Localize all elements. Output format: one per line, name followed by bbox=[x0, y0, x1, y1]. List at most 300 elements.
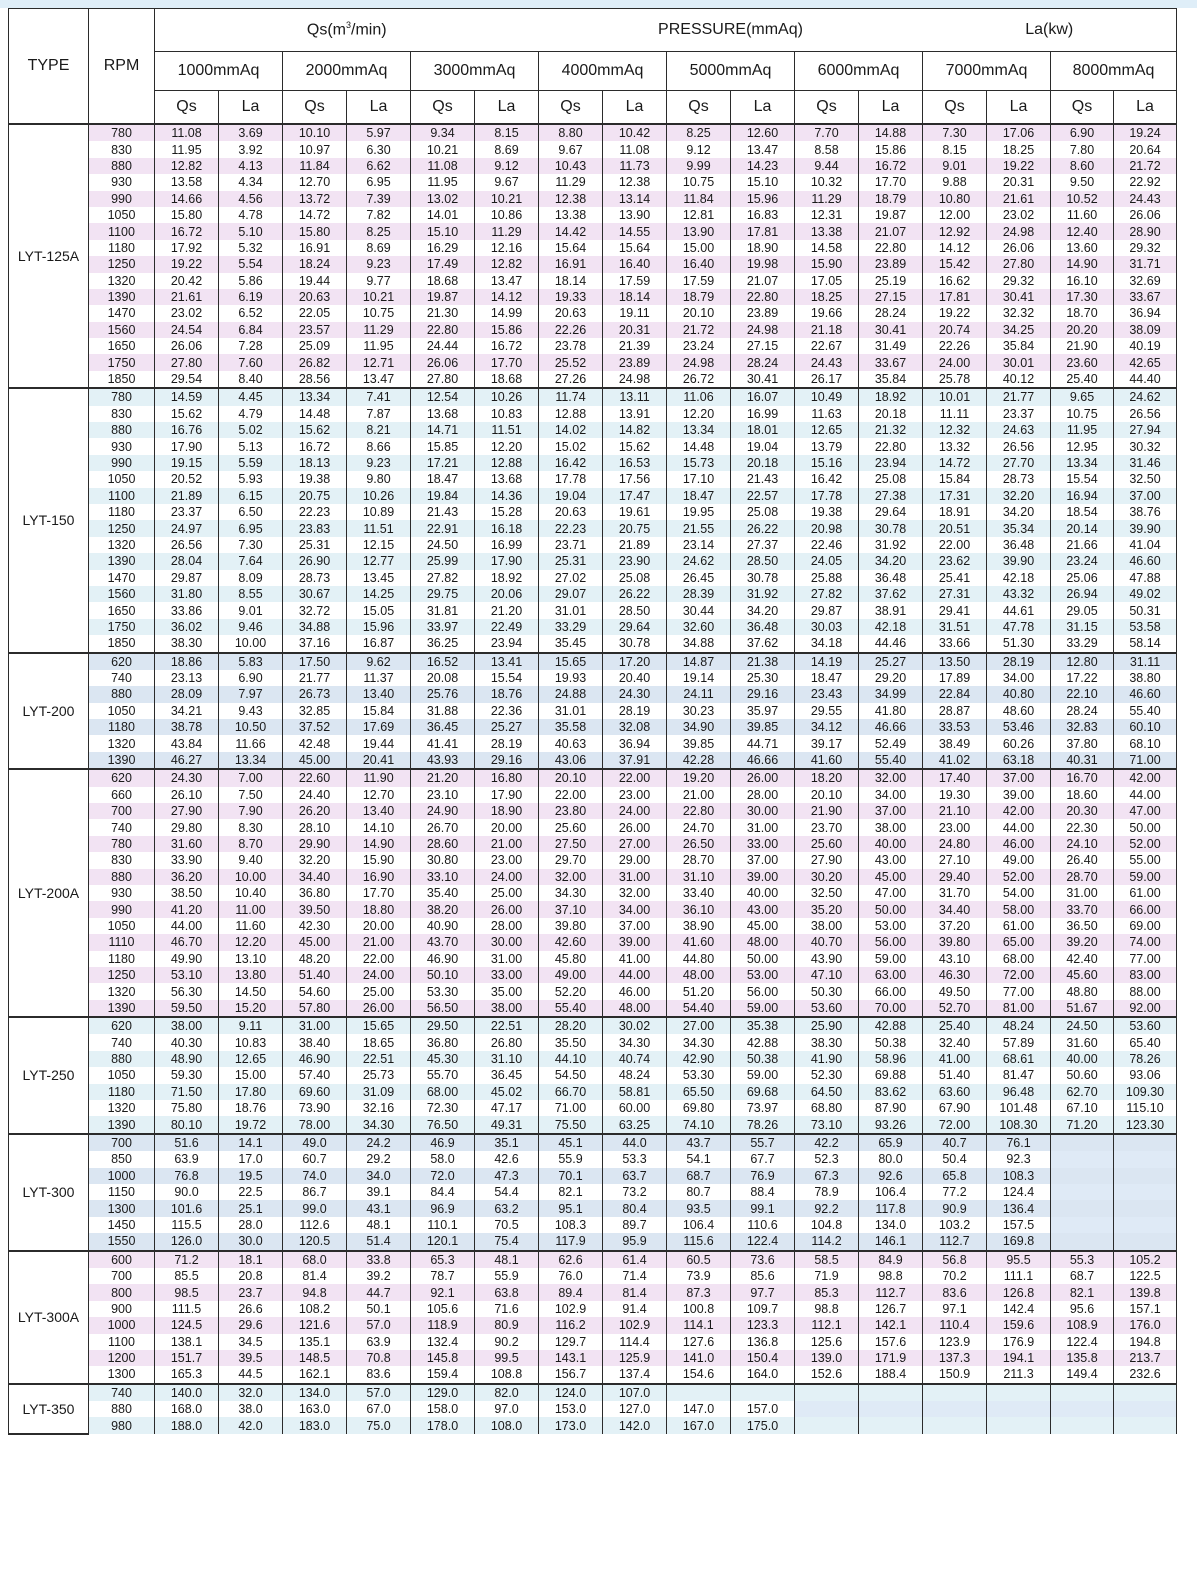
la-value-cell: 81.00 bbox=[987, 1000, 1051, 1017]
qs-value-cell: 92.2 bbox=[795, 1200, 859, 1216]
qs-value-cell: 22.80 bbox=[667, 803, 731, 819]
table-row bbox=[9, 289, 1177, 305]
rpm-cell: 1650 bbox=[89, 338, 155, 354]
qs-value-cell: 15.84 bbox=[923, 471, 987, 487]
qs-value-cell bbox=[795, 1384, 859, 1401]
qs-value-cell: 22.00 bbox=[923, 537, 987, 553]
qs-value-cell: 24.62 bbox=[667, 553, 731, 569]
qs-value-cell: 60.5 bbox=[667, 1251, 731, 1268]
la-value-cell: 20.75 bbox=[603, 520, 667, 536]
la-value-cell: 124.4 bbox=[987, 1184, 1051, 1200]
qs-value-cell: 22.23 bbox=[539, 520, 603, 536]
qs-value-cell: 36.80 bbox=[411, 1034, 475, 1050]
table-row bbox=[9, 1134, 1177, 1151]
qs-value-cell: 43.93 bbox=[411, 752, 475, 769]
qs-value-cell: 132.4 bbox=[411, 1334, 475, 1350]
la-value-cell: 31.11 bbox=[1114, 653, 1177, 670]
qs-value-cell: 51.67 bbox=[1051, 1000, 1114, 1017]
la-value-cell: 32.20 bbox=[987, 488, 1051, 504]
qs-value-cell: 10.97 bbox=[283, 141, 347, 157]
la-value-cell: 24.63 bbox=[987, 422, 1051, 438]
la-value-cell: 20.18 bbox=[731, 455, 795, 471]
la-value-cell: 29.00 bbox=[603, 852, 667, 868]
qs-value-cell: 27.82 bbox=[411, 570, 475, 586]
qs-value-cell: 26.20 bbox=[283, 803, 347, 819]
la-value-cell: 28.50 bbox=[731, 553, 795, 569]
la-value-cell: 34.00 bbox=[859, 787, 923, 803]
qs-value-cell: 27.90 bbox=[155, 803, 219, 819]
qs-value-cell: 26.06 bbox=[155, 338, 219, 354]
table-row bbox=[9, 388, 1177, 405]
la-value-cell: 34.99 bbox=[859, 686, 923, 702]
la-value-cell: 9.11 bbox=[219, 1017, 283, 1034]
qs-value-cell: 67.3 bbox=[795, 1168, 859, 1184]
la-value-cell: 57.0 bbox=[347, 1317, 411, 1333]
la-value-cell: 28.0 bbox=[219, 1217, 283, 1233]
qs-value-cell: 29.54 bbox=[155, 371, 219, 388]
la-value-cell: 45.00 bbox=[731, 918, 795, 934]
qs-value-cell: 77.2 bbox=[923, 1184, 987, 1200]
la-value-cell: 5.86 bbox=[219, 273, 283, 289]
qs-value-cell: 17.59 bbox=[667, 273, 731, 289]
la-value-cell: 175.0 bbox=[731, 1417, 795, 1433]
qs-value-cell: 33.29 bbox=[539, 619, 603, 635]
qs-value-cell: 9.67 bbox=[539, 141, 603, 157]
qs-value-cell: 13.34 bbox=[283, 388, 347, 405]
qs-value-cell: 59.30 bbox=[155, 1067, 219, 1083]
la-value-cell: 109.30 bbox=[1114, 1084, 1177, 1100]
la-value-cell: 126.7 bbox=[859, 1301, 923, 1317]
la-value-cell: 19.5 bbox=[219, 1168, 283, 1184]
la-value-cell: 11.29 bbox=[475, 223, 539, 239]
la-value-cell: 69.68 bbox=[731, 1084, 795, 1100]
la-value-cell: 9.23 bbox=[347, 256, 411, 272]
qs-value-cell: 32.50 bbox=[795, 885, 859, 901]
qs-value-cell: 57.40 bbox=[283, 1067, 347, 1083]
rpm-cell: 880 bbox=[89, 158, 155, 174]
la-value-cell: 39.5 bbox=[219, 1350, 283, 1366]
qs-value-cell: 16.76 bbox=[155, 422, 219, 438]
la-value-cell: 7.50 bbox=[219, 787, 283, 803]
la-value-cell: 97.7 bbox=[731, 1284, 795, 1300]
qs-value-cell: 56.8 bbox=[923, 1251, 987, 1268]
qs-value-cell bbox=[1051, 1417, 1114, 1433]
la-value-cell: 61.00 bbox=[987, 918, 1051, 934]
qs-value-cell: 55.40 bbox=[539, 1000, 603, 1017]
table-row bbox=[9, 322, 1177, 338]
qs-value-cell: 11.84 bbox=[283, 158, 347, 174]
rpm-cell: 1320 bbox=[89, 1100, 155, 1116]
qs-value-cell: 46.70 bbox=[155, 934, 219, 950]
qs-value-cell: 7.30 bbox=[923, 124, 987, 141]
la-value-cell: 53.60 bbox=[1114, 1017, 1177, 1034]
table-row bbox=[9, 158, 1177, 174]
qs-value-cell: 28.09 bbox=[155, 686, 219, 702]
qs-value-cell: 22.26 bbox=[923, 338, 987, 354]
qs-value-cell: 29.90 bbox=[283, 836, 347, 852]
qs-value-cell: 13.79 bbox=[795, 438, 859, 454]
qs-value-cell: 48.20 bbox=[283, 951, 347, 967]
la-value-cell: 10.75 bbox=[347, 305, 411, 321]
qs-value-cell: 15.00 bbox=[667, 240, 731, 256]
la-value-cell: 36.48 bbox=[987, 537, 1051, 553]
qs-value-cell: 33.29 bbox=[1051, 635, 1114, 652]
qs-value-cell: 17.92 bbox=[155, 240, 219, 256]
qs-value-cell: 36.10 bbox=[667, 901, 731, 917]
qs-value-cell: 45.30 bbox=[411, 1051, 475, 1067]
la-value-cell bbox=[1114, 1184, 1177, 1200]
qs-value-cell: 12.81 bbox=[667, 207, 731, 223]
qs-value-cell: 24.11 bbox=[667, 686, 731, 702]
la-value-cell: 12.70 bbox=[347, 787, 411, 803]
qs-value-cell: 17.81 bbox=[923, 289, 987, 305]
qs-value-cell: 29.50 bbox=[411, 1017, 475, 1034]
qs-value-cell: 10.75 bbox=[667, 174, 731, 190]
qs-value-cell: 16.62 bbox=[923, 273, 987, 289]
la-value-cell: 7.30 bbox=[219, 537, 283, 553]
qs-value-cell: 41.02 bbox=[923, 752, 987, 769]
rpm-cell: 700 bbox=[89, 1268, 155, 1284]
la-value-cell: 30.41 bbox=[731, 371, 795, 388]
la-value-cell: 22.80 bbox=[859, 438, 923, 454]
la-value-cell: 53.3 bbox=[603, 1151, 667, 1167]
qs-value-cell: 71.50 bbox=[155, 1084, 219, 1100]
la-value-cell: 16.90 bbox=[347, 869, 411, 885]
qs-value-cell: 30.67 bbox=[283, 586, 347, 602]
qs-value-cell: 19.44 bbox=[283, 273, 347, 289]
table-row bbox=[9, 305, 1177, 321]
la-value-cell: 232.6 bbox=[1114, 1366, 1177, 1383]
la-value-cell: 31.46 bbox=[1114, 455, 1177, 471]
la-value-cell: 67.0 bbox=[347, 1401, 411, 1417]
la-value-cell: 36.94 bbox=[603, 735, 667, 751]
qs-value-cell: 14.72 bbox=[283, 207, 347, 223]
la-value-cell: 71.6 bbox=[475, 1301, 539, 1317]
la-value-cell: 4.79 bbox=[219, 406, 283, 422]
qs-value-cell: 40.7 bbox=[923, 1134, 987, 1151]
qs-value-cell: 71.20 bbox=[1051, 1116, 1114, 1133]
la-value-cell: 125.9 bbox=[603, 1350, 667, 1366]
qs-value-cell: 114.1 bbox=[667, 1317, 731, 1333]
la-value-cell: 27.15 bbox=[859, 289, 923, 305]
qs-value-cell: 39.50 bbox=[283, 901, 347, 917]
rpm-cell: 980 bbox=[89, 1417, 155, 1433]
qs-value-cell: 10.21 bbox=[411, 141, 475, 157]
la-value-cell: 30.41 bbox=[987, 289, 1051, 305]
qs-value-cell: 67.10 bbox=[1051, 1100, 1114, 1116]
qs-value-cell: 23.14 bbox=[667, 537, 731, 553]
la-value-cell: 7.28 bbox=[219, 338, 283, 354]
la-value-cell: 73.97 bbox=[731, 1100, 795, 1116]
la-value-cell: 35.1 bbox=[475, 1134, 539, 1151]
la-value-cell: 16.40 bbox=[603, 256, 667, 272]
la-value-cell: 20.06 bbox=[475, 586, 539, 602]
la-value-cell: 19.87 bbox=[859, 207, 923, 223]
qs-value-cell: 19.14 bbox=[667, 670, 731, 686]
la-value-cell: 16.72 bbox=[859, 158, 923, 174]
qs-value-cell: 51.40 bbox=[923, 1067, 987, 1083]
qs-value-cell: 26.40 bbox=[1051, 852, 1114, 868]
qs-value-cell: 25.09 bbox=[283, 338, 347, 354]
qs-value-cell: 29.87 bbox=[155, 570, 219, 586]
qs-value-cell: 14.58 bbox=[795, 240, 859, 256]
la-value-cell: 90.2 bbox=[475, 1334, 539, 1350]
qs-value-cell: 12.82 bbox=[155, 158, 219, 174]
qs-value-cell: 26.90 bbox=[283, 553, 347, 569]
la-value-cell: 38.80 bbox=[1114, 670, 1177, 686]
qs-value-cell: 25.60 bbox=[795, 836, 859, 852]
qs-value-cell: 68.0 bbox=[283, 1251, 347, 1268]
la-value-cell: 9.43 bbox=[219, 703, 283, 719]
qs-value-cell: 54.60 bbox=[283, 983, 347, 999]
la-value-cell: 22.00 bbox=[603, 769, 667, 786]
la-value-cell: 83.00 bbox=[1114, 967, 1177, 983]
qs-value-cell: 46.90 bbox=[283, 1051, 347, 1067]
la-value-cell: 44.61 bbox=[987, 602, 1051, 618]
la-value-cell: 60.26 bbox=[987, 735, 1051, 751]
la-value-cell: 63.8 bbox=[475, 1284, 539, 1300]
la-value-cell: 25.00 bbox=[347, 983, 411, 999]
la-value-cell: 22.92 bbox=[1114, 174, 1177, 190]
qs-value-cell: 28.87 bbox=[923, 703, 987, 719]
la-value-cell: 17.0 bbox=[219, 1151, 283, 1167]
qs-value-cell: 73.90 bbox=[283, 1100, 347, 1116]
la-value-cell: 24.62 bbox=[1114, 388, 1177, 405]
la-value-cell: 10.21 bbox=[347, 289, 411, 305]
la-value-cell: 31.00 bbox=[731, 819, 795, 835]
la-value-cell: 26.06 bbox=[1114, 207, 1177, 223]
table-row bbox=[9, 1233, 1177, 1250]
qs-value-cell: 31.01 bbox=[539, 602, 603, 618]
qs-value-cell: 23.60 bbox=[1051, 354, 1114, 370]
qs-value-cell: 45.00 bbox=[283, 934, 347, 950]
qs-value-cell: 45.1 bbox=[539, 1134, 603, 1151]
rpm-cell: 850 bbox=[89, 1151, 155, 1167]
qs-value-cell: 10.10 bbox=[283, 124, 347, 141]
la-value-cell: 70.8 bbox=[347, 1350, 411, 1366]
qs-value-cell: 12.80 bbox=[1051, 653, 1114, 670]
la-value-cell: 10.00 bbox=[219, 869, 283, 885]
la-column-header: La bbox=[1114, 91, 1177, 125]
la-value-cell bbox=[987, 1417, 1051, 1433]
qs-value-cell: 34.88 bbox=[667, 635, 731, 652]
la-value-cell: 3.92 bbox=[219, 141, 283, 157]
qs-value-cell: 17.89 bbox=[923, 670, 987, 686]
la-value-cell: 30.02 bbox=[603, 1017, 667, 1034]
la-value-cell: 24.00 bbox=[603, 803, 667, 819]
la-value-cell: 44.7 bbox=[347, 1284, 411, 1300]
la-value-cell: 13.45 bbox=[347, 570, 411, 586]
la-value-cell: 31.10 bbox=[475, 1051, 539, 1067]
la-value-cell: 8.25 bbox=[347, 223, 411, 239]
la-value-cell: 9.80 bbox=[347, 471, 411, 487]
table-row bbox=[9, 1051, 1177, 1067]
la-value-cell: 87.90 bbox=[859, 1100, 923, 1116]
qs-value-cell: 38.49 bbox=[923, 735, 987, 751]
qs-value-cell: 74.10 bbox=[667, 1116, 731, 1133]
la-value-cell: 47.17 bbox=[475, 1100, 539, 1116]
la-value-cell: 21.43 bbox=[731, 471, 795, 487]
la-value-cell: 32.08 bbox=[603, 719, 667, 735]
la-value-cell: 13.11 bbox=[603, 388, 667, 405]
la-value-cell: 11.51 bbox=[347, 520, 411, 536]
table-row bbox=[9, 354, 1177, 370]
qs-value-cell: 33.70 bbox=[1051, 901, 1114, 917]
qs-value-cell: 50.4 bbox=[923, 1151, 987, 1167]
la-value-cell: 32.00 bbox=[603, 885, 667, 901]
la-value-cell: 19.61 bbox=[603, 504, 667, 520]
qs-value-cell: 42.28 bbox=[667, 752, 731, 769]
qs-value-cell: 108.2 bbox=[283, 1301, 347, 1317]
table-row bbox=[9, 602, 1177, 618]
qs-value-cell: 11.84 bbox=[667, 191, 731, 207]
la-value-cell: 123.3 bbox=[731, 1317, 795, 1333]
la-value-cell: 39.00 bbox=[731, 869, 795, 885]
la-value-cell: 114.4 bbox=[603, 1334, 667, 1350]
qs-value-cell: 31.01 bbox=[539, 703, 603, 719]
la-value-cell: 84.9 bbox=[859, 1251, 923, 1268]
la-value-cell: 28.73 bbox=[987, 471, 1051, 487]
qs-value-cell: 17.50 bbox=[283, 653, 347, 670]
la-value-cell: 23.89 bbox=[859, 256, 923, 272]
qs-value-cell: 151.7 bbox=[155, 1350, 219, 1366]
la-value-cell: 50.00 bbox=[859, 901, 923, 917]
qs-value-cell: 29.55 bbox=[795, 703, 859, 719]
la-value-cell: 11.90 bbox=[347, 769, 411, 786]
la-value-cell: 5.02 bbox=[219, 422, 283, 438]
qs-value-cell: 24.50 bbox=[1051, 1017, 1114, 1034]
qs-value-cell: 93.5 bbox=[667, 1200, 731, 1216]
la-value-cell: 10.86 bbox=[475, 207, 539, 223]
la-value-cell: 164.0 bbox=[731, 1366, 795, 1383]
la-value-cell: 32.32 bbox=[987, 305, 1051, 321]
qs-value-cell: 27.80 bbox=[411, 371, 475, 388]
rpm-cell: 1650 bbox=[89, 602, 155, 618]
la-value-cell: 26.00 bbox=[347, 1000, 411, 1017]
la-value-cell: 17.90 bbox=[475, 787, 539, 803]
rpm-cell: 880 bbox=[89, 869, 155, 885]
table-row bbox=[9, 869, 1177, 885]
la-value-cell: 39.90 bbox=[987, 553, 1051, 569]
type-cell: LYT-250 bbox=[9, 1017, 89, 1134]
qs-value-cell: 34.30 bbox=[667, 1034, 731, 1050]
la-value-cell: 78.26 bbox=[1114, 1051, 1177, 1067]
qs-value-cell: 165.3 bbox=[155, 1366, 219, 1383]
qs-value-cell: 7.70 bbox=[795, 124, 859, 141]
la-value-cell: 20.8 bbox=[219, 1268, 283, 1284]
qs-value-cell: 19.87 bbox=[411, 289, 475, 305]
la-value-cell: 61.4 bbox=[603, 1251, 667, 1268]
la-value-cell: 44.00 bbox=[987, 819, 1051, 835]
qs-value-cell: 32.83 bbox=[1051, 719, 1114, 735]
qs-value-cell: 19.95 bbox=[667, 504, 731, 520]
la-value-cell: 21.00 bbox=[475, 836, 539, 852]
la-value-cell: 51.4 bbox=[347, 1233, 411, 1250]
qs-value-cell: 30.03 bbox=[795, 619, 859, 635]
qs-value-cell: 18.91 bbox=[923, 504, 987, 520]
la-value-cell: 40.80 bbox=[987, 686, 1051, 702]
la-value-cell: 12.20 bbox=[475, 438, 539, 454]
la-value-cell: 34.30 bbox=[347, 1116, 411, 1133]
la-value-cell: 32.0 bbox=[219, 1384, 283, 1401]
table-row bbox=[9, 1268, 1177, 1284]
la-value-cell: 53.00 bbox=[731, 967, 795, 983]
la-value-cell: 15.64 bbox=[603, 240, 667, 256]
la-value-cell: 65.00 bbox=[987, 934, 1051, 950]
qs-value-cell: 18.25 bbox=[795, 289, 859, 305]
qs-value-cell: 22.91 bbox=[411, 520, 475, 536]
rpm-cell: 1050 bbox=[89, 703, 155, 719]
qs-value-cell: 16.91 bbox=[539, 256, 603, 272]
qs-value-cell: 31.70 bbox=[923, 885, 987, 901]
qs-value-cell: 29.05 bbox=[1051, 602, 1114, 618]
la-value-cell: 47.78 bbox=[987, 619, 1051, 635]
la-value-cell: 21.72 bbox=[1114, 158, 1177, 174]
rpm-cell: 930 bbox=[89, 174, 155, 190]
la-value-cell: 54.00 bbox=[987, 885, 1051, 901]
la-value-cell: 33.8 bbox=[347, 1251, 411, 1268]
la-value-cell bbox=[859, 1417, 923, 1433]
la-value-cell bbox=[859, 1401, 923, 1417]
qs-value-cell: 41.00 bbox=[923, 1051, 987, 1067]
qs-value-cell: 31.15 bbox=[1051, 619, 1114, 635]
table-row bbox=[9, 670, 1177, 686]
table-row bbox=[9, 836, 1177, 852]
la-value-cell: 17.80 bbox=[219, 1084, 283, 1100]
qs-value-cell: 18.24 bbox=[283, 256, 347, 272]
qs-value-cell: 54.40 bbox=[667, 1000, 731, 1017]
la-value-cell bbox=[1114, 1217, 1177, 1233]
la-value-cell: 34.5 bbox=[219, 1334, 283, 1350]
table-row bbox=[9, 570, 1177, 586]
la-value-cell: 49.00 bbox=[987, 852, 1051, 868]
qs-value-cell: 9.44 bbox=[795, 158, 859, 174]
la-value-cell: 14.50 bbox=[219, 983, 283, 999]
la-value-cell: 75.0 bbox=[347, 1417, 411, 1433]
la-value-cell: 18.92 bbox=[475, 570, 539, 586]
qs-value-cell: 49.00 bbox=[539, 967, 603, 983]
table-row bbox=[9, 619, 1177, 635]
la-value-cell: 31.92 bbox=[731, 586, 795, 602]
qs-value-cell: 42.48 bbox=[283, 735, 347, 751]
qs-value-cell: 123.9 bbox=[923, 1334, 987, 1350]
qs-value-cell: 108.9 bbox=[1051, 1317, 1114, 1333]
qs-value-cell: 40.70 bbox=[795, 934, 859, 950]
qs-value-cell: 27.02 bbox=[539, 570, 603, 586]
qs-value-cell: 25.99 bbox=[411, 553, 475, 569]
la-value-cell: 50.00 bbox=[731, 951, 795, 967]
la-value-cell: 35.97 bbox=[731, 703, 795, 719]
la-value-cell: 55.40 bbox=[1114, 703, 1177, 719]
qs-value-cell: 33.40 bbox=[667, 885, 731, 901]
qs-value-cell: 20.74 bbox=[923, 322, 987, 338]
qs-value-cell: 24.98 bbox=[667, 354, 731, 370]
la-value-cell: 56.00 bbox=[859, 934, 923, 950]
qs-value-cell: 49.50 bbox=[923, 983, 987, 999]
la-value-cell: 56.00 bbox=[731, 983, 795, 999]
qs-value-cell: 87.3 bbox=[667, 1284, 731, 1300]
qs-value-cell: 38.90 bbox=[667, 918, 731, 934]
la-value-cell: 38.76 bbox=[1114, 504, 1177, 520]
la-value-cell: 25.00 bbox=[475, 885, 539, 901]
rpm-cell: 740 bbox=[89, 670, 155, 686]
rpm-cell: 1390 bbox=[89, 289, 155, 305]
qs-value-cell bbox=[1051, 1233, 1114, 1250]
la-value-cell: 46.60 bbox=[1114, 553, 1177, 569]
rpm-cell: 1180 bbox=[89, 719, 155, 735]
table-row bbox=[9, 787, 1177, 803]
la-value-cell: 6.19 bbox=[219, 289, 283, 305]
